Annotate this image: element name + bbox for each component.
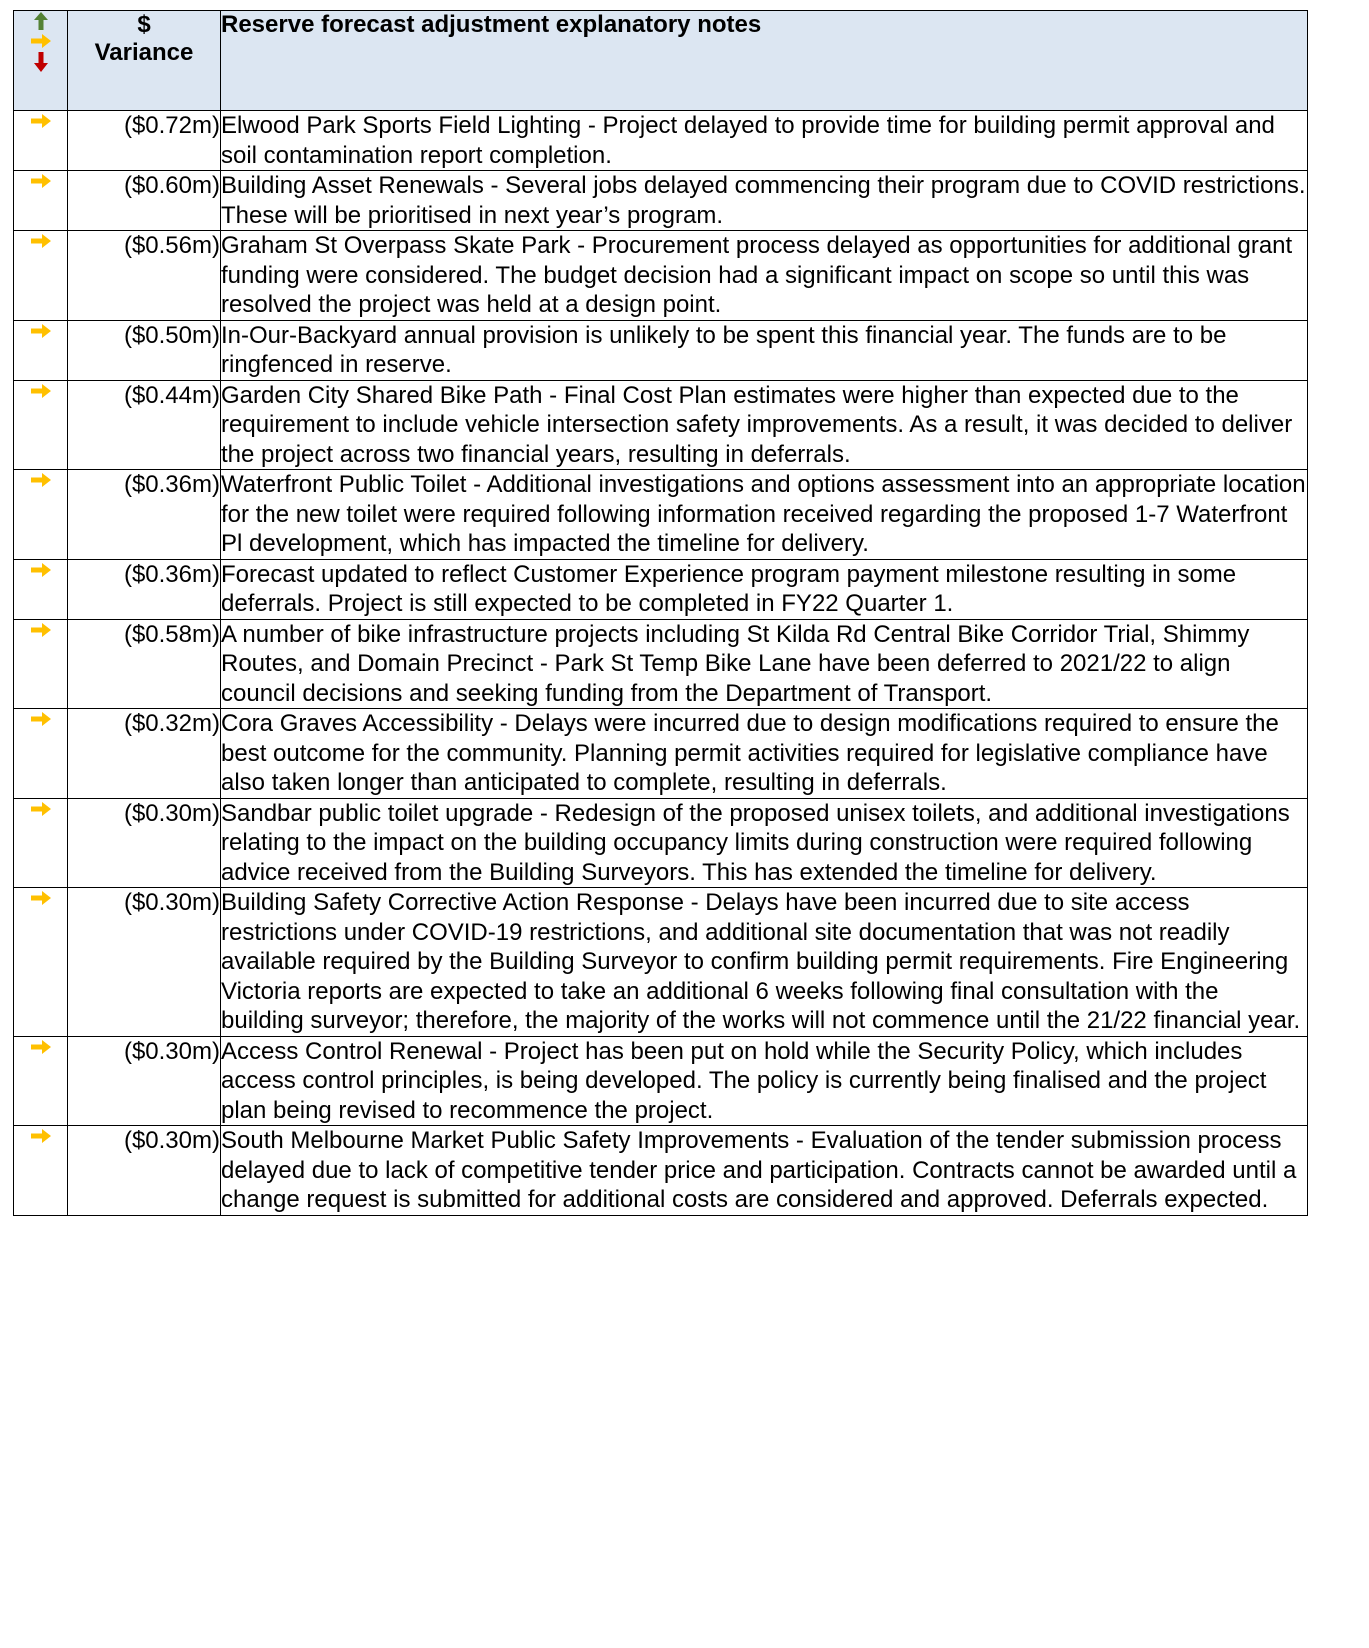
status-cell xyxy=(14,709,68,799)
variance-value: ($0.72m) xyxy=(68,111,221,171)
status-cell xyxy=(14,111,68,171)
arrow-right-icon xyxy=(30,31,52,51)
arrow-right-icon xyxy=(30,1038,52,1065)
notes-header: Reserve forecast adjustment explanatory notes xyxy=(221,11,1308,111)
table-body xyxy=(14,111,1308,1216)
status-cell xyxy=(14,470,68,560)
arrow-right-icon xyxy=(30,710,52,737)
variance-value: ($0.30m) xyxy=(68,798,221,888)
explanatory-note: A number of bike infrastructure projects including St Kilda Rd Central Bike Corridor Trial, Shimmy Routes, and Domain Precinct - Park St Temp Bike Lane have been deferred to 2021/22 to align council decisions and seeking funding from the Department of Transport. xyxy=(221,619,1308,709)
variance-value: ($0.50m) xyxy=(68,320,221,380)
variance-value: ($0.56m) xyxy=(68,231,221,321)
arrow-down-icon xyxy=(31,51,51,73)
arrow-right-icon xyxy=(30,561,52,588)
status-cell xyxy=(14,1126,68,1216)
variance-label: Variance xyxy=(94,39,194,66)
status-cell xyxy=(14,619,68,709)
variance-value: ($0.30m) xyxy=(68,1126,221,1216)
reserve-forecast-table xyxy=(13,10,1308,1216)
table-row xyxy=(14,380,1308,470)
table-row xyxy=(14,1126,1308,1216)
variance-value: ($0.58m) xyxy=(68,619,221,709)
status-cell xyxy=(14,231,68,321)
variance-value: ($0.36m) xyxy=(68,470,221,560)
variance-value: ($0.32m) xyxy=(68,709,221,799)
table-row xyxy=(14,320,1308,380)
variance-value: ($0.60m) xyxy=(68,171,221,231)
explanatory-note: Elwood Park Sports Field Lighting - Project delayed to provide time for building permit approval and soil contamination report completion. xyxy=(221,111,1308,171)
explanatory-note: Waterfront Public Toilet - Additional investigations and options assessment into an appropriate location for the new toilet were required following information received regarding the proposed 1-7 Waterfront Pl development, which has impacted the timeline for delivery. xyxy=(221,471,1306,557)
arrow-right-icon xyxy=(30,172,52,199)
variance-header xyxy=(68,11,221,111)
variance-value: ($0.36m) xyxy=(68,559,221,619)
arrow-right-icon xyxy=(30,322,52,349)
table-row xyxy=(14,111,1308,171)
status-cell xyxy=(14,171,68,231)
arrow-right-icon xyxy=(30,232,52,259)
arrow-right-icon xyxy=(30,112,52,139)
table-row xyxy=(14,470,1308,560)
explanatory-note: Sandbar public toilet upgrade - Redesign of the proposed unisex toilets, and additional investigations relating to the impact on the building occupancy limits during construction were required following advice received from the Building Surveyors. This has extended the timeline for delivery. xyxy=(221,798,1308,888)
status-cell xyxy=(14,320,68,380)
status-cell xyxy=(14,798,68,888)
explanatory-note: In-Our-Backyard annual provision is unlikely to be spent this financial year. The funds are to be ringfenced in reserve. xyxy=(221,320,1308,380)
arrow-right-icon xyxy=(30,621,52,648)
status-cell xyxy=(14,380,68,470)
arrow-right-icon xyxy=(30,889,52,916)
explanatory-note: Access Control Renewal - Project has been put on hold while the Security Policy, which includes access control principles, is being developed. The policy is currently being finalised and the project plan being revised to recommence the project. xyxy=(221,1036,1308,1126)
variance-value: ($0.30m) xyxy=(68,888,221,1037)
table-row xyxy=(14,619,1308,709)
explanatory-note: Cora Graves Accessibility - Delays were incurred due to design modifications required to ensure the best outcome for the community. Planning permit activities required for legislative compliance have also taken longer than anticipated to complete, resulting in deferrals. xyxy=(221,709,1308,799)
table-row xyxy=(14,798,1308,888)
arrow-right-icon xyxy=(30,1127,52,1154)
table-row xyxy=(14,171,1308,231)
explanatory-note: Forecast updated to reflect Customer Experience program payment milestone resulting in some deferrals. Project is still expected to be completed in FY22 Quarter 1. xyxy=(221,559,1308,619)
variance-value: ($0.30m) xyxy=(68,1036,221,1126)
table-row xyxy=(14,1036,1308,1126)
table-row xyxy=(14,231,1308,321)
explanatory-note: Building Safety Corrective Action Response - Delays have been incurred due to site access restrictions under COVID-19 restrictions, and additional site documentation that was not readily available required by the Building Surveyor to confirm building permit requirements. Fire Engineering Victoria reports are expected to take an additional 6 weeks following final consultation with the building surveyor; therefore, the majority of the works will not commence until the 21/22 financial year. xyxy=(221,888,1308,1037)
status-legend-header xyxy=(14,11,68,111)
arrow-right-icon xyxy=(30,382,52,409)
variance-value: ($0.44m) xyxy=(68,380,221,470)
explanatory-note: Garden City Shared Bike Path - Final Cost Plan estimates were higher than expected due to the requirement to include vehicle intersection safety improvements. As a result, it was decided to deliver the project across two financial years, resulting in deferrals. xyxy=(221,380,1308,470)
arrow-up-icon xyxy=(31,11,51,31)
status-cell xyxy=(14,559,68,619)
table-row xyxy=(14,888,1308,1037)
table-row xyxy=(14,559,1308,619)
arrow-right-icon xyxy=(30,800,52,827)
variance-symbol: $ xyxy=(137,11,151,38)
header-row xyxy=(14,11,1308,111)
explanatory-note: South Melbourne Market Public Safety Improvements - Evaluation of the tender submission process delayed due to lack of competitive tender price and participation. Contracts cannot be awarded until a change request is submitted for additional costs are considered and approved. Deferrals expected. xyxy=(221,1126,1308,1216)
table-row xyxy=(14,709,1308,799)
explanatory-note: Graham St Overpass Skate Park - Procurement process delayed as opportunities for additional grant funding were considered. The budget decision had a significant impact on scope so until this was resolved the project was held at a design point. xyxy=(221,231,1308,321)
status-cell xyxy=(14,888,68,1037)
status-cell xyxy=(14,1036,68,1126)
explanatory-note: Building Asset Renewals - Several jobs delayed commencing their program due to COVID restrictions. These will be prioritised in next year’s program. xyxy=(221,172,1306,229)
arrow-right-icon xyxy=(30,471,52,498)
